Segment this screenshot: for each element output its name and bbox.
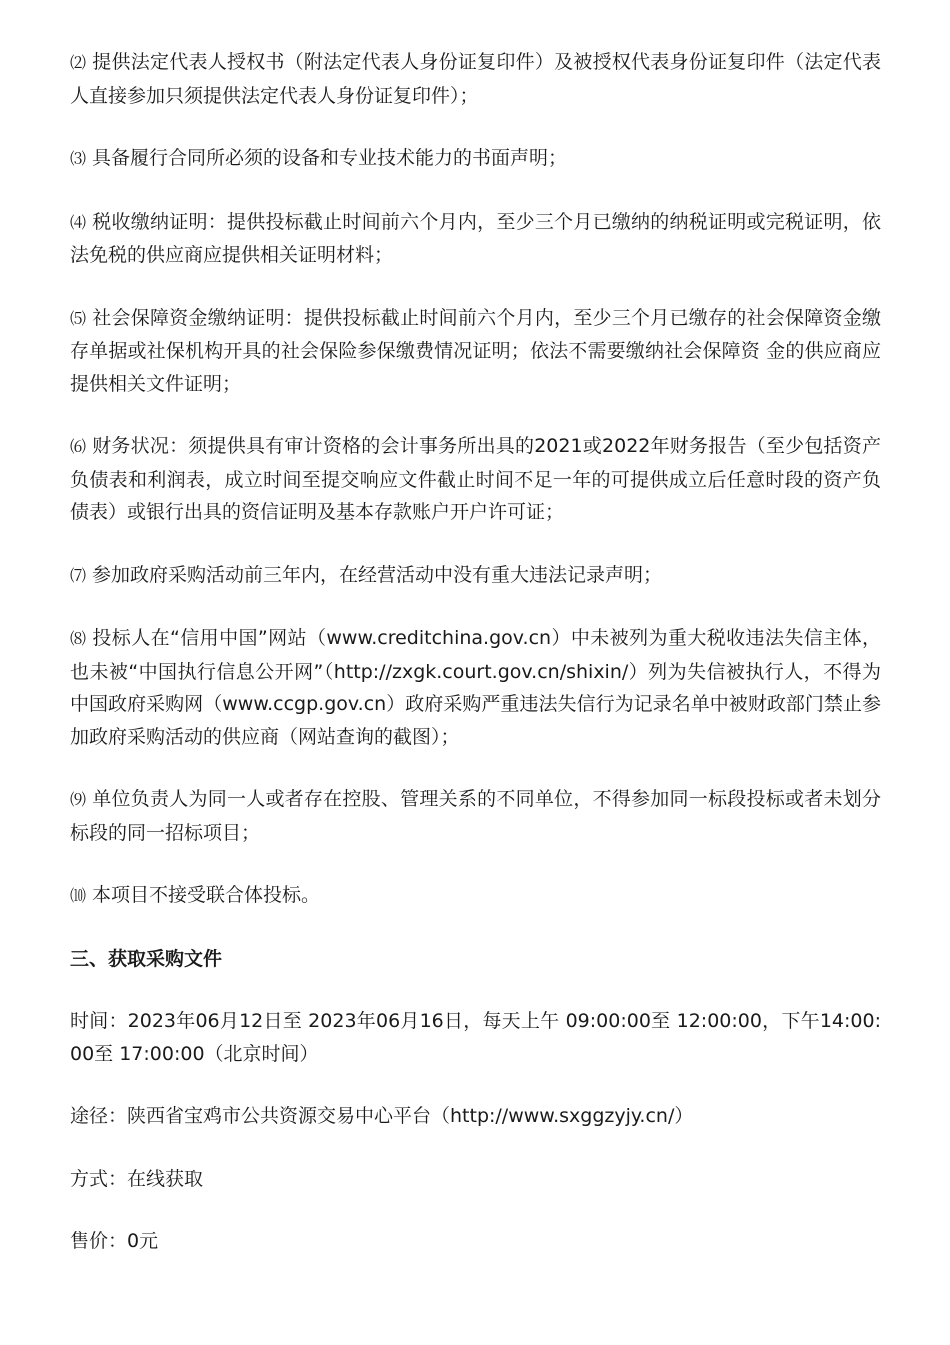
- acquisition-method: 方式：在线获取: [70, 1167, 204, 1190]
- requirement-text: 财务状况：须提供具有审计资格的会计事务所出具的2021或2022年财务报告（至少包括资产负债表和利润表，成立时间至提交响应文件截止时间不足一年的可提供成立后任意时段的资产负债表）或银行出具的资信证明及基本存款账户开户许可证；: [70, 435, 881, 523]
- requirement-8: [70, 622, 881, 753]
- requirement-text: 税收缴纳证明：提供投标截止时间前六个月内，至少三个月已缴纳的纳税证明或完税证明，依法免税的供应商应提供相关证明材料；: [70, 210, 881, 266]
- acquisition-time: 时间：2023年06月12日至 2023年06月16日，每天上午 09:00:00至 12:00:00，下午14:00:00至 17:00:00（北京时间）: [70, 1010, 881, 1065]
- requirement-4: [70, 206, 881, 272]
- requirement-number: ⑷: [70, 212, 87, 232]
- requirement-number: ⑶: [70, 149, 87, 168]
- requirement-10: [70, 879, 881, 913]
- requirement-9: [70, 783, 881, 849]
- requirement-number: ⑹: [70, 437, 87, 456]
- requirement-number: ⑵: [70, 53, 87, 72]
- requirement-text: 提供法定代表人授权书（附法定代表人身份证复印件）及被授权代表身份证复印件（法定代表人直接参加只须提供法定代表人身份证复印件）；: [70, 51, 881, 107]
- acquisition-route: 途径：陕西省宝鸡市公共资源交易中心平台（http://www.sxggzyjy.cn/）: [70, 1105, 694, 1127]
- requirement-text: 具备履行合同所必须的设备和专业技术能力的书面声明；: [92, 147, 568, 169]
- requirement-5: [70, 302, 881, 401]
- section-heading: 三、获取采购文件: [70, 947, 223, 970]
- requirement-number: ⑻: [70, 629, 87, 648]
- requirement-number: ⑺: [70, 565, 87, 585]
- requirement-3: [70, 142, 881, 176]
- requirement-number: ⑽: [70, 886, 87, 905]
- requirement-text: 社会保障资金缴纳证明：提供投标截止时间前六个月内，至少三个月已缴存的社会保障资金缴存单据或社保机构开具的社会保险参保缴费情况证明；依法不需要缴纳社会保障资 金的供应商应提供相关文件证明；: [70, 306, 881, 395]
- document-page: [70, 46, 881, 1288]
- requirement-text: 单位负责人为同一人或者存在控股、管理关系的不同单位，不得参加同一标段投标或者未划分标段的同一招标项目；: [70, 788, 881, 844]
- requirement-text: 本项目不接受联合体投标。: [92, 884, 321, 906]
- requirement-text: 投标人在“信用中国”网站（www.creditchina.gov.cn）中未被列为重大税收违法失信主体，也未被“中国执行信息公开网”（http://zxgk.court.gov.cn/shixin/）列为失信被执行人，不得为中国政府采购网（www.ccgp.gov.cn）政府采购严重违法失信行为记录名单中被财政部门禁止参加政府采购活动的供应商（网站查询的截图）；: [70, 627, 881, 748]
- requirement-number: ⑸: [70, 308, 87, 328]
- requirement-number: ⑼: [70, 790, 87, 809]
- document-price: 售价：0元: [70, 1230, 159, 1252]
- requirement-7: [70, 559, 881, 593]
- requirement-6: [70, 430, 881, 529]
- requirement-2: [70, 46, 881, 112]
- requirement-text: 参加政府采购活动前三年内，在经营活动中没有重大违法记录声明；: [92, 563, 663, 586]
